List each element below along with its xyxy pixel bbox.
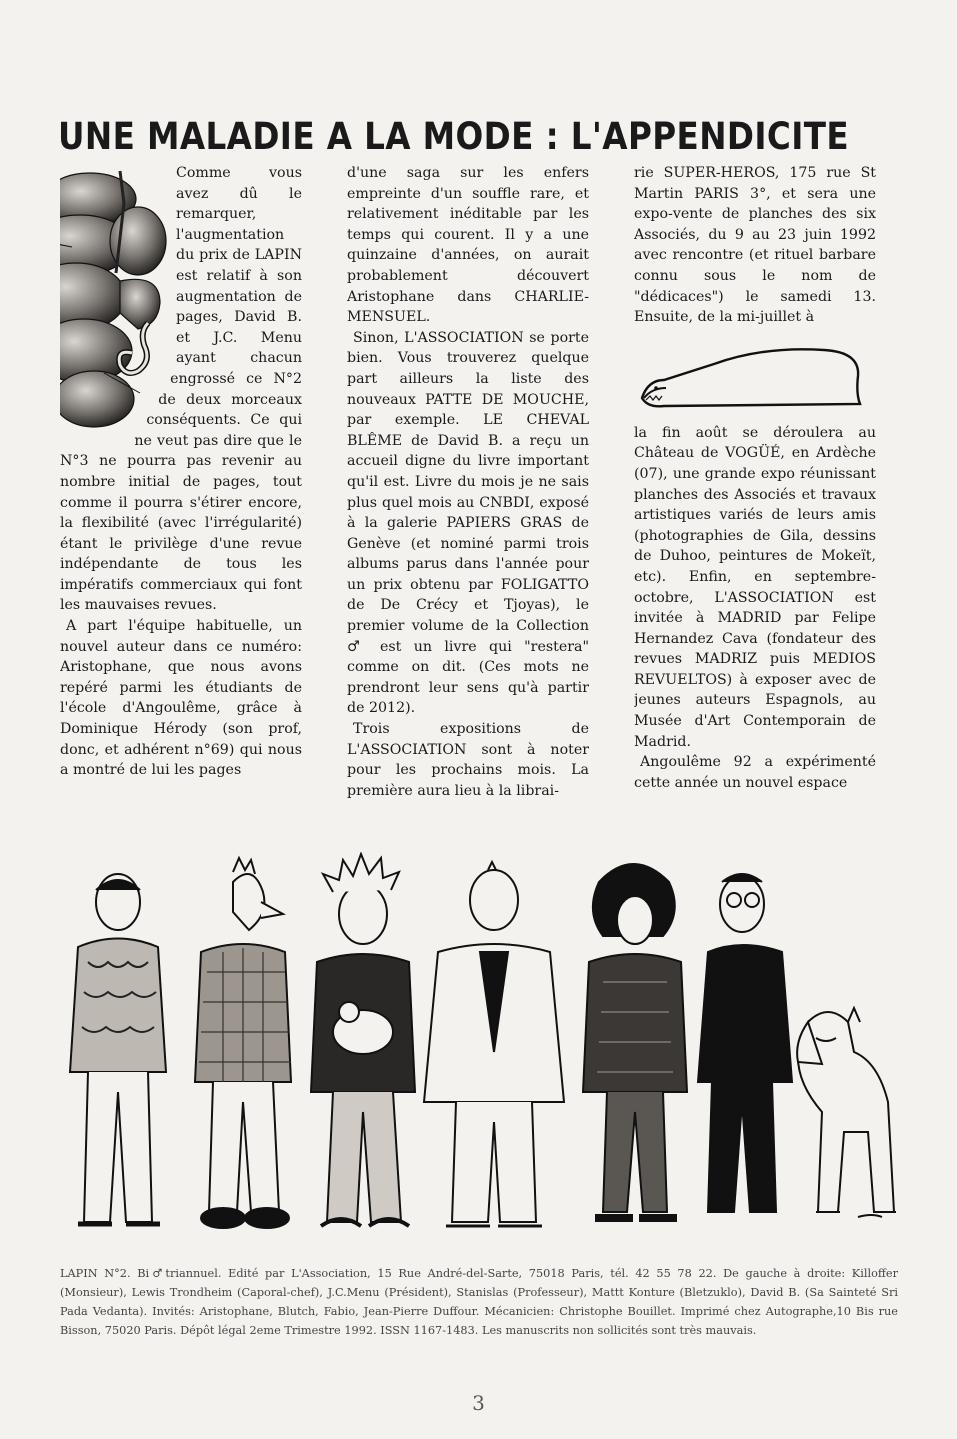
figure-1 bbox=[70, 874, 166, 1224]
figure-5 bbox=[583, 864, 687, 1218]
figure-2 bbox=[195, 858, 291, 1228]
snake-doodle-icon bbox=[634, 328, 876, 423]
figure-3 bbox=[311, 854, 415, 1226]
col2-paragraph-3: Trois expositions de L'ASSOCIATION sont à noter pour les prochains mois. La première aura lieu à la librai- bbox=[347, 721, 589, 799]
col3-paragraph-2: la fin août se déroulera au Château de VOGÜÉ, en Ardèche (07), une grande expo réunissant planches des Associés et travaux artistiques variés de leurs amis (photographies de Gila, dessins de Duhoo, peintures de Mokeït, etc). Enfin, en septembre-octobre, L'ASSOCIATION est invitée à MADRID par Felipe Hernandez Cava (fondateur des revues MADRIZ puis MEDIOS REVUELTOS) à exposer avec de jeunes auteurs Espagnols, au Musée d'Art Contemporain de Madrid. bbox=[634, 424, 876, 750]
col3-paragraph-1: rie SUPER-HEROS, 175 rue St Martin PARIS 3°, et sera une expo-vente de planches des six Associés, du 9 au 23 juin 1992 avec rencontre (et rituel barbare connu sous le nom de "dédicaces") le samedi 13. Ensuite, de la mi-juillet à bbox=[634, 165, 876, 326]
col2-paragraph-1: d'une saga sur les enfers empreinte d'un souffle rare, et relativement inéditable par les temps qui courent. Il y a une quinzaine d'années, on aurait probablement découvert Aristophane dans CHARLIE-MENSUEL. bbox=[347, 165, 589, 326]
article-column-2 bbox=[347, 163, 589, 835]
credits-text: LAPIN N°2. Bi♂triannuel. Edité par L'Association, 15 Rue André-del-Sarte, 75018 Paris, tél. 42 55 78 22. De gauche à droite: Killoffer (Monsieur), Lewis Trondheim (Caporal-chef), J.C.Menu (Président), Stanislas (Professeur), Mattt Konture (Bletzuklo), David B. (Sa Sainteté Sri Pada Vedanta). Invités: Aristophane, Blutch, Fabio, Jean-Pierre Duffour. Mécanicien: Christophe Bouillet. Imprimé chez Autographe,10 Bis rue Bisson, 75020 Paris. Dépôt légal 2eme Trimestre 1992. ISSN 1167-1483. Les manuscrits non sollicités sont très mauvais. bbox=[60, 1267, 898, 1337]
appendix-illustration-icon bbox=[60, 163, 170, 435]
page-headline: UNE MALADIE A LA MODE : L'APPENDICITE bbox=[58, 115, 850, 158]
figure-6 bbox=[698, 874, 896, 1217]
col3-paragraph-3: Angoulême 92 a expérimenté cette année un nouvel espace bbox=[634, 754, 876, 791]
article-column-3 bbox=[634, 163, 876, 835]
article-column-1 bbox=[60, 163, 302, 835]
col1-paragraph-2: A part l'équipe habituelle, un nouvel auteur dans ce numéro: Aristophane, que nous avons repéré parmi les étudiants de l'école d'Angoulême, grâce à Dominique Hérody (son prof, donc, et adhérent n°69) qui nous a montré de lui les pages bbox=[60, 618, 302, 779]
page-number: 3 bbox=[472, 1391, 485, 1415]
cartoon-lineup-illustration bbox=[38, 852, 918, 1252]
col1-paragraph-1: Comme vous avez dû le remarquer, l'augmentation du prix de LAPIN est relatif à son augmentation de pages, David B. et J.C. Menu ayant chacun engrossé ce N°2 de deux morceaux conséquents. Ce qui ne veut pas dire que le N°3 ne pourra pas revenir au nombre initial de pages, tout comme il pourra s'étirer encore, la flexibilité (avec l'irrégularité) étant le privilège d'une revue indépendante de tous les impératifs commerciaux qui font les mauvaises revues. bbox=[60, 165, 302, 614]
col2-paragraph-2: Sinon, L'ASSOCIATION se porte bien. Vous trouverez quelque part ailleurs la liste des nouveaux PATTE DE MOUCHE, par exemple. LE CHEVAL BLÊME de David B. a reçu un accueil digne du livre important qu'il est. Livre du mois je ne sais plus quel mois au CNBDI, exposé à la galerie PAPIERS GRAS de Genève (et nominé parmi trois albums parus dans l'année pour un prix obtenu par FOLIGATTO de De Crécy et Tjoyas), le premier volume de la Collection ♂ est un livre qui "restera" comme on dit. (Ces mots ne prendront leur sens qu'à partir de 2012). bbox=[347, 329, 589, 717]
figure-4 bbox=[424, 862, 564, 1226]
